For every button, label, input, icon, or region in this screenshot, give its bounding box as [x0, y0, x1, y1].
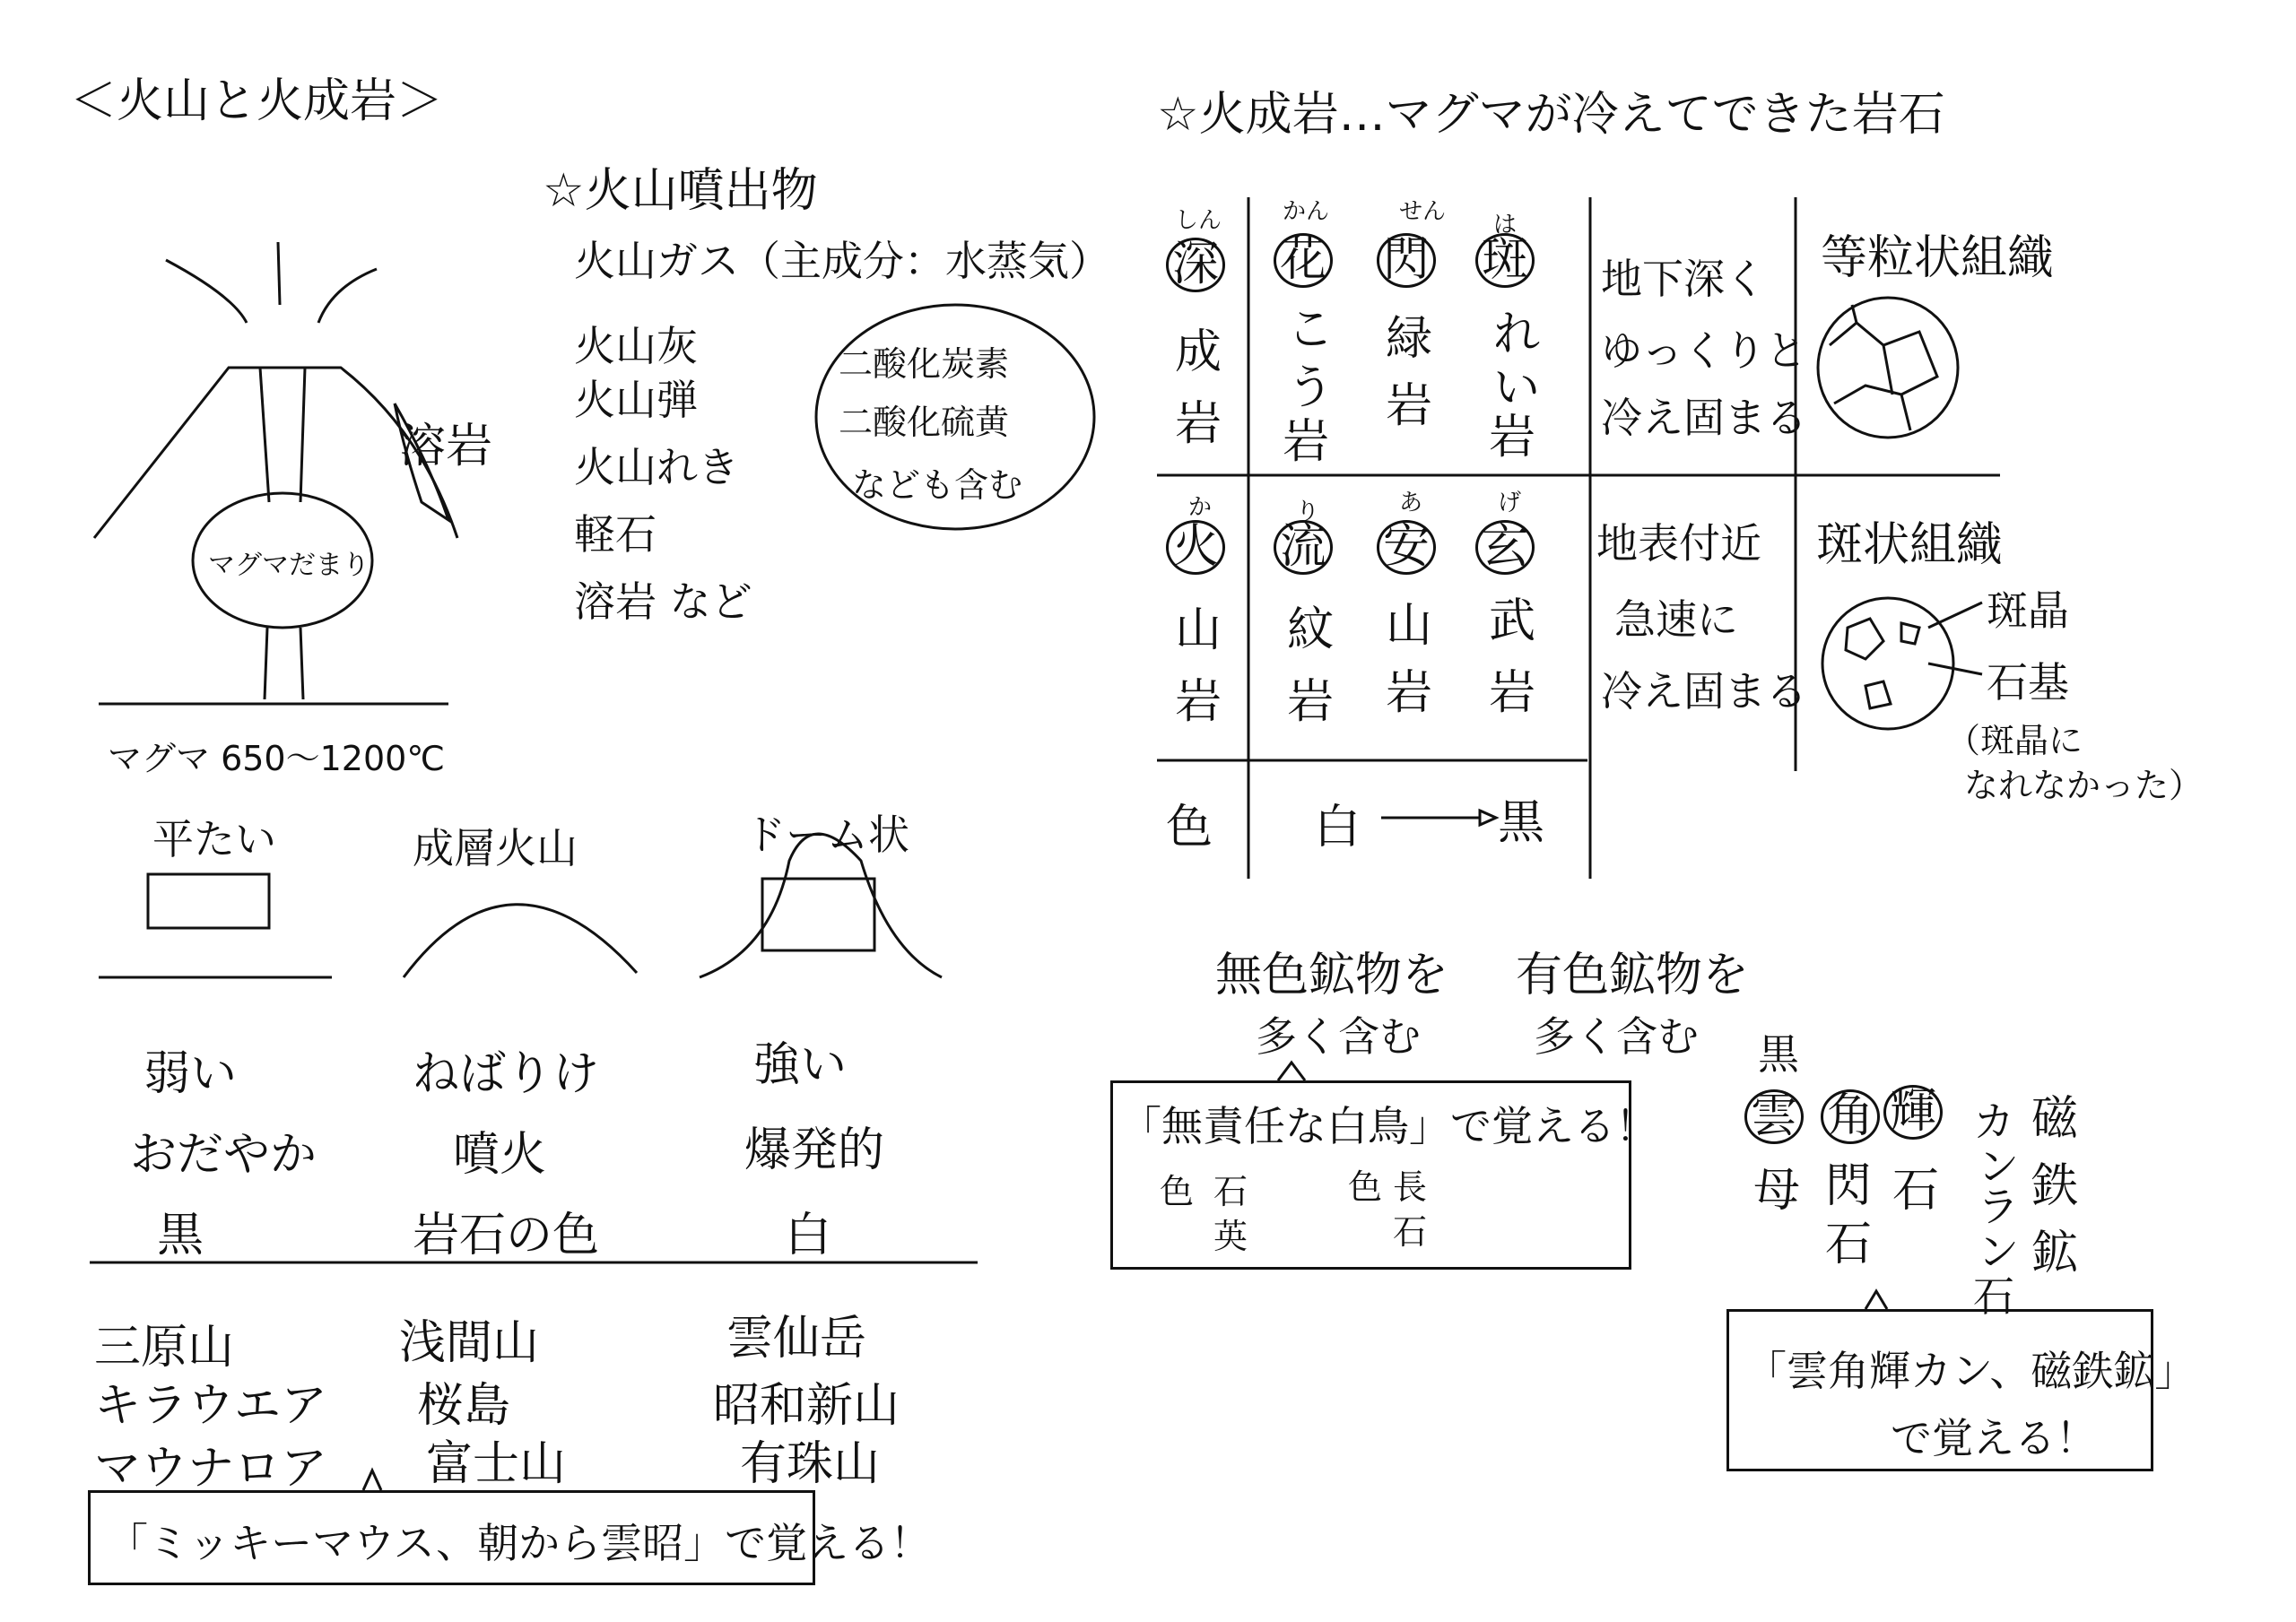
left-mnemonic-box — [1110, 1080, 1657, 1270]
mineral-char — [1744, 1089, 1804, 1144]
rock-name-char: 緑 — [1386, 312, 1433, 366]
ejecta-item: 火山れき — [574, 443, 739, 491]
rock-name-char: 山 — [1386, 599, 1433, 653]
rock-type-char: 山 — [1175, 603, 1222, 657]
ejecta-heading: ☆火山噴出物 — [543, 164, 818, 218]
note-line: 二酸化炭素 — [839, 344, 1010, 384]
rock-name-char: 岩 — [1287, 675, 1335, 729]
color-row-label: 色 — [1166, 801, 1213, 854]
ruby: か — [1188, 494, 1213, 521]
ruby: あ — [1399, 490, 1423, 516]
strato-volcano-shape — [404, 905, 637, 977]
rock-type-char — [1166, 520, 1225, 575]
formation-text: 冷え固まる — [1601, 394, 1807, 442]
colored-minerals-sub: 多く含む — [1534, 1012, 1699, 1061]
flat-volcano-layers — [148, 874, 269, 928]
viscosity-label: ねばりけ — [413, 1047, 600, 1101]
mineral-char: 閃 — [1825, 1159, 1873, 1213]
groundmass-label: 石基 — [1987, 658, 2069, 707]
mineral-char: ン — [1978, 1227, 2019, 1276]
conduit-right — [300, 628, 303, 699]
mineral-char: 鉱 — [2031, 1227, 2079, 1280]
rock-name-char: 岩 — [1386, 666, 1433, 720]
eruption-line-3 — [318, 269, 377, 323]
mineral-char: 石 — [1825, 1218, 1873, 1271]
rock-circle: 玄 — [1475, 520, 1535, 575]
rock-name-char: 岩 — [1489, 411, 1536, 464]
mineral-circle: 雲 — [1744, 1089, 1804, 1144]
rock-name-char: 紋 — [1287, 603, 1335, 657]
example-volcano: マウナロア — [94, 1442, 328, 1496]
texture-note: （斑晶に — [1946, 721, 2083, 760]
rock-name-char — [1377, 520, 1436, 575]
rock-color-value: 白 — [785, 1209, 832, 1262]
viscosity-value: 強い — [753, 1038, 848, 1092]
rock-name-char: れ — [1493, 308, 1541, 361]
formation-text: 地下深く — [1601, 255, 1766, 303]
phenocryst-pointer — [1928, 603, 1982, 628]
rock-name-char — [1274, 520, 1333, 575]
mnemonic-sub: 色 — [1160, 1172, 1195, 1211]
ejecta-item: 火山ガス（主成分：水蒸気） — [574, 237, 1110, 285]
texture-note: なれなかった） — [1964, 766, 2204, 805]
ruby: かん — [1283, 198, 1330, 225]
rock-name-char — [1475, 233, 1535, 288]
eruption-line-1 — [166, 260, 247, 323]
rock-circle: 安 — [1377, 520, 1436, 575]
magma-chamber-label: マグマだまり — [208, 550, 370, 581]
groundmass-pointer — [1928, 664, 1982, 674]
conduit-left — [265, 628, 267, 699]
rock-type-char: 岩 — [1175, 675, 1222, 729]
rock-name-char: 岩 — [1386, 379, 1433, 433]
phenocryst-2 — [1866, 681, 1891, 708]
rock-name-char — [1475, 520, 1535, 575]
note-line: 二酸化硫黄 — [839, 403, 1010, 442]
example-volcano: 雲仙岳 — [726, 1312, 867, 1366]
ejecta-item: 火山灰 — [574, 322, 698, 370]
mineral-char: 石 — [1892, 1164, 1940, 1218]
phenocryst-3 — [1901, 623, 1919, 644]
right-mnemonic-sub: で覚える！ — [1891, 1414, 2097, 1462]
note-line: なども含む — [852, 465, 1023, 505]
vent-line-left — [260, 368, 269, 502]
mineral-char: ン — [1978, 1142, 2019, 1191]
left-mnemonic-pointer — [1278, 1063, 1305, 1080]
mnemonic-box — [88, 1490, 932, 1585]
color-to: 黒 — [1498, 796, 1545, 850]
equigranular-grains — [1830, 305, 1937, 430]
ejecta-item: 火山弾 — [574, 376, 698, 424]
volcano-type-name: 平たい — [152, 815, 276, 863]
ruby: しん — [1175, 207, 1222, 234]
mineral-circle: 輝 — [1883, 1085, 1943, 1140]
example-volcano: 昭和新山 — [713, 1379, 900, 1433]
rock-type-circle: 火 — [1166, 520, 1225, 575]
colorless-minerals: 無色鉱物を — [1215, 949, 1449, 1002]
mineral-char: ラ — [1978, 1183, 2019, 1231]
phenocryst-label: 斑晶 — [1987, 586, 2069, 635]
eruption-value: 爆発的 — [744, 1123, 885, 1177]
rock-circle: 閃 — [1377, 233, 1436, 288]
mnemonic-sub: 石 — [1213, 1172, 1248, 1211]
mineral-char: 鉄 — [2031, 1159, 2079, 1213]
ruby: げ — [1498, 490, 1522, 516]
mnemonic-text: 「ミッキーマウス、朝から雲昭」で覚える！ — [107, 1519, 932, 1567]
rock-circle: 斑 — [1475, 233, 1535, 288]
right-mnemonic-pointer — [1866, 1291, 1887, 1309]
igneous-heading: ☆火成岩…マグマが冷えてできた岩石 — [1157, 88, 1945, 142]
vent-line-right — [300, 368, 305, 502]
example-volcano: 桜島 — [417, 1379, 511, 1433]
rock-type-char — [1166, 238, 1225, 292]
example-volcano: 有珠山 — [740, 1437, 881, 1491]
rock-name-char: 武 — [1489, 594, 1536, 648]
example-volcano: 三原山 — [94, 1321, 235, 1375]
rock-type-circle: 深 — [1166, 238, 1225, 292]
volcano-type-name: 成層火山 — [413, 824, 578, 872]
formation-text: 地表付近 — [1596, 519, 1761, 568]
mineral-char: カ — [1973, 1097, 2014, 1146]
colorless-minerals-sub: 多く含む — [1256, 1012, 1421, 1061]
mineral-char — [1883, 1085, 1943, 1140]
mineral-char: 石 — [1973, 1272, 2014, 1321]
eruption-label: 噴火 — [453, 1128, 547, 1182]
mineral-char: 母 — [1753, 1164, 1801, 1218]
ruby: は — [1493, 212, 1518, 239]
texture-name: 斑状組織 — [1816, 518, 2004, 572]
dome-inner — [762, 879, 874, 950]
formation-text: 冷え固まる — [1601, 667, 1807, 716]
mnemonic-sub: 石 — [1393, 1212, 1428, 1252]
color-from: 白 — [1314, 801, 1361, 854]
rock-color-label: 岩石の色 — [413, 1209, 600, 1262]
volcano-type-name: ドーム状 — [744, 811, 909, 859]
rock-name-char: 岩 — [1489, 666, 1536, 720]
rock-type-char: 成 — [1175, 325, 1222, 379]
rock-circle: 花 — [1274, 233, 1333, 288]
rock-name-char: 岩 — [1283, 415, 1330, 469]
mnemonic-sub: 英 — [1213, 1217, 1248, 1256]
black-label: 黒 — [1758, 1030, 1799, 1079]
rock-color-value: 黒 — [157, 1209, 204, 1262]
viscosity-value: 弱い — [144, 1047, 238, 1101]
color-arrowhead — [1480, 811, 1496, 825]
phenocryst-1 — [1846, 619, 1883, 659]
eruption-value: おだやか — [130, 1128, 317, 1182]
right-mnemonic-box — [1726, 1309, 2196, 1471]
magma-temperature: マグマ 650〜1200℃ — [108, 739, 445, 778]
ejecta-item: 軽石 — [574, 510, 657, 559]
left-mnemonic: 「無責任な白鳥」で覚える！ — [1120, 1102, 1657, 1150]
ejecta-item: 溶岩 など — [574, 577, 752, 626]
ruby: せん — [1399, 198, 1447, 225]
formation-text: 急速に — [1614, 595, 1738, 644]
mineral-circle: 角 — [1821, 1089, 1880, 1144]
mnemonic-sub: 長 — [1393, 1167, 1428, 1207]
example-volcano: キラウエア — [94, 1379, 328, 1433]
rock-name-char — [1377, 233, 1436, 288]
mineral-char — [1821, 1089, 1880, 1144]
rock-name-char: い — [1493, 361, 1541, 415]
rock-name-char — [1274, 233, 1333, 288]
right-mnemonic: 「雲角輝カン、磁鉄鉱」 — [1745, 1347, 2196, 1395]
ruby: り — [1296, 499, 1320, 525]
rock-type-char: 岩 — [1175, 397, 1222, 451]
formation-text: ゆっくりと — [1601, 326, 1807, 375]
page-title: ＜火山と火成岩＞ — [70, 74, 444, 128]
rock-name-char: う — [1287, 361, 1335, 415]
eruption-line-2 — [278, 242, 280, 305]
texture-name: 等粒状組織 — [1821, 231, 2055, 285]
rock-circle: 流 — [1274, 520, 1333, 575]
colored-minerals: 有色鉱物を — [1516, 949, 1750, 1002]
mnemonic-sub: 色 — [1348, 1167, 1383, 1207]
mineral-char: 磁 — [2031, 1092, 2079, 1146]
rock-name-char: こ — [1287, 303, 1335, 357]
example-volcano: 富士山 — [426, 1437, 567, 1491]
mnemonic-pointer — [363, 1470, 381, 1490]
example-volcano: 浅間山 — [399, 1316, 540, 1370]
lava-label: 溶岩 — [399, 420, 493, 473]
